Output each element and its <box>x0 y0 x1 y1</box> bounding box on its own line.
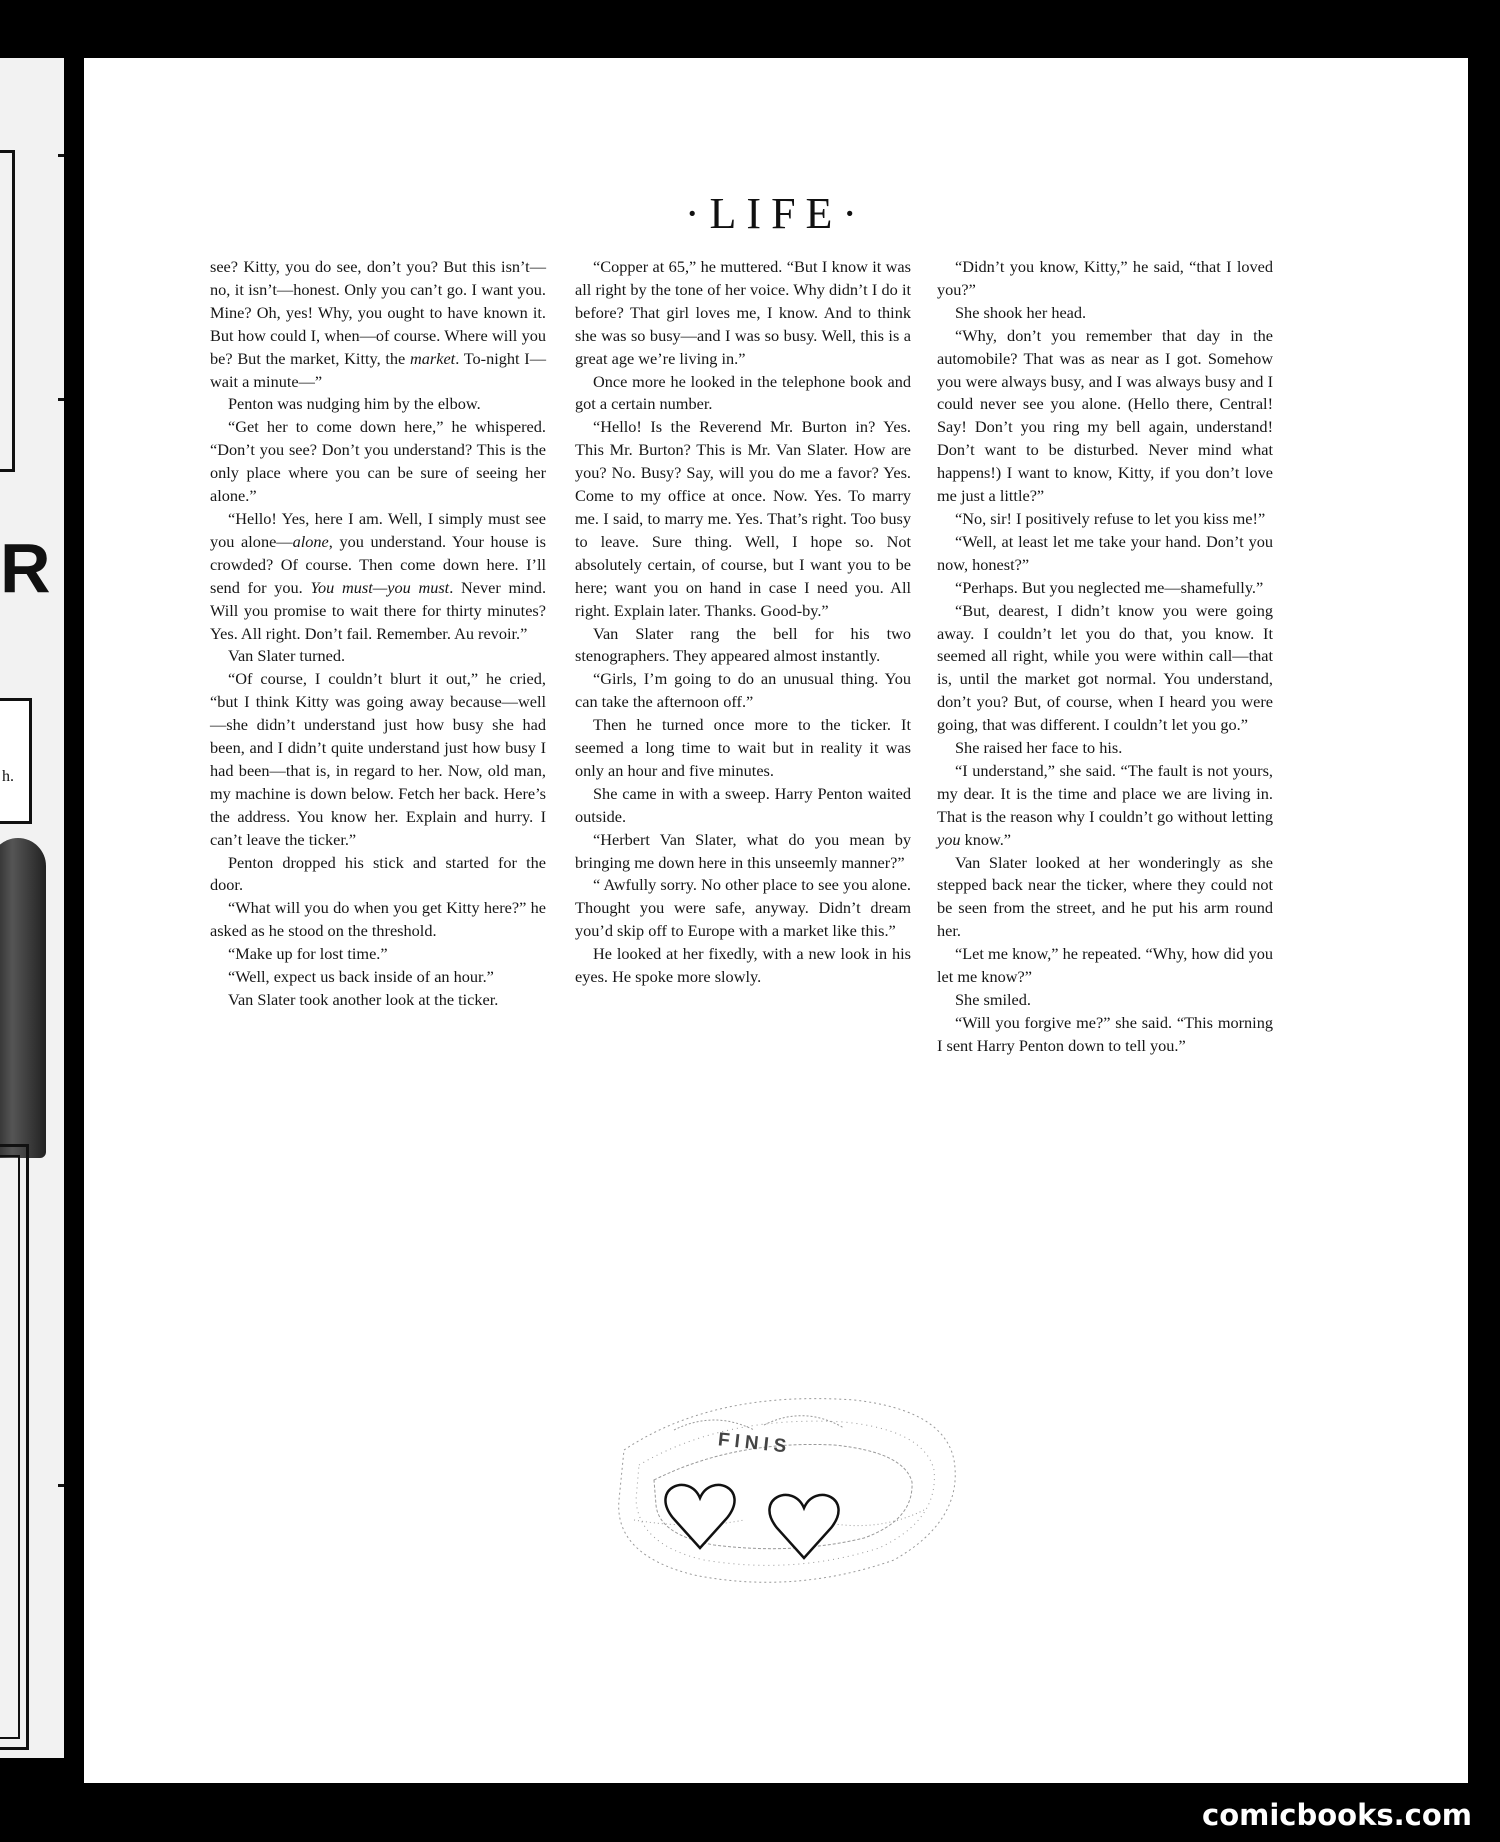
text-column-2 <box>575 256 911 989</box>
paragraph: “Will you forgive me?” she said. “This morning I sent Harry Penton down to tell you.” <box>937 1012 1273 1055</box>
paragraph: “ Awfully sorry. No other place to see you alone. Thought you were safe, anyway. Didn’t dream you’d skip off to Europe with a market like this.” <box>575 875 911 941</box>
bottle-illustration <box>0 838 46 1158</box>
paragraph: She raised her face to his. <box>955 738 1123 758</box>
left-page-tick <box>58 154 64 157</box>
paragraph: She came in with a sweep. Harry Penton waited outside. <box>575 783 911 826</box>
left-page-fragment: h. <box>2 768 14 785</box>
paragraph: “Of course, I couldn’t blurt it out,” he cried, “but I think Kitty was going away because—well—she didn’t understand just how busy she had been, and I didn’t quite understand just how busy I had been—that is, in regard to her. Now, old man, my machine is down below. Fetch her back. Here’s the address. You know her. Explain and hurry. I can’t leave the ticker.” <box>210 669 546 849</box>
text-column-1 <box>210 256 546 1012</box>
paragraph: “Hello! Is the Reverend Mr. Burton in? Yes. This Mr. Burton? This is Mr. Van Slater. How are you? No. Busy? Say, will you do me a favor? Yes. Come to my office at once. Now. Yes. To marry me. I said, to marry me. Yes. That’s right. Too busy to leave. Sure thing. Well, I hope so. Not absolutely certain, of course, but I want you to be here; want you on hand in case I need you. All right. Explain later. Thanks. Good-by.” <box>575 417 911 620</box>
paragraph: He looked at her fixedly, with a new look in his eyes. He spoke more slowly. <box>575 944 911 987</box>
paragraph: Penton dropped his stick and started for the door. <box>210 852 546 895</box>
finis-illustration <box>594 1370 984 1600</box>
paragraph: “What will you do when you get Kitty here?” he asked as he stood on the threshold. <box>210 898 546 941</box>
paragraph: Van Slater looked at her wonderingly as she stepped back near the ticker, where they could not be seen from the street, and he put his arm round her. <box>937 852 1273 941</box>
paragraph: “Let me know,” he repeated. “Why, how did you let me know?” <box>937 944 1273 987</box>
paragraph: Van Slater rang the bell for his two stenographers. They appeared almost instantly. <box>575 623 911 666</box>
paragraph: “Make up for lost time.” <box>228 944 388 964</box>
left-page-tick <box>58 1484 64 1487</box>
paragraph: Penton was nudging him by the elbow. <box>228 394 481 414</box>
paragraph: “Well, expect us back inside of an hour.” <box>228 967 494 987</box>
paragraph: Then he turned once more to the ticker. It seemed a long time to wait but in reality it was only an hour and five minutes. <box>575 715 911 780</box>
site-watermark: comicbooks.com <box>1202 1798 1472 1832</box>
paragraph: see? Kitty, you do see, don’t you? But this isn’t—no, it isn’t—honest. Only you can’t go. I want you. Mine? Oh, yes! Why, you ought to have known it. But how could I, when—of course. Where will you be? But the market, Kitty, the market. To-night I—wait a minute—” <box>210 257 546 391</box>
paragraph: “Well, at least let me take your hand. Don’t you now, honest?” <box>937 531 1273 574</box>
paragraph: She smiled. <box>955 990 1031 1009</box>
paragraph: “Herbert Van Slater, what do you mean by bringing me down here in this unseemly manner?” <box>575 829 911 872</box>
text-column-3 <box>937 256 1273 1058</box>
paragraph: “Get her to come down here,” he whispered. “Don’t you see? Don’t you understand? This is the only place where you can be sure of seeing her alone.” <box>210 417 546 506</box>
paragraph: “I understand,” she said. “The fault is not yours, my dear. It is the time and place we are living in. That is the reason why I couldn’t go without letting you know.” <box>937 760 1273 849</box>
page-header: ·LIFE· <box>684 189 868 238</box>
left-page-letter: R <box>0 529 49 607</box>
paragraph: Van Slater turned. <box>228 646 346 666</box>
paragraph: She shook her head. <box>955 302 1087 322</box>
left-page-edge <box>0 58 64 1758</box>
paragraph: Van Slater took another look at the ticker. <box>228 990 499 1009</box>
magazine-page <box>84 58 1468 1783</box>
finis-label: FINIS <box>716 1429 793 1458</box>
paragraph: “Perhaps. But you neglected me—shamefully.” <box>955 577 1264 597</box>
left-page-frame-bottom <box>0 1144 29 1750</box>
paragraph: “No, sir! I positively refuse to let you kiss me!” <box>955 508 1266 528</box>
heart-left-icon <box>665 1485 734 1548</box>
paragraph: “Copper at 65,” he muttered. “But I know it was all right by the tone of her voice. Why didn’t I do it before? That girl loves me, I know. And to think she was so busy—and I was so busy. Well, this is a great age we’re living in.” <box>575 257 911 368</box>
paragraph: Once more he looked in the telephone book and got a certain number. <box>575 371 911 414</box>
paragraph: “Girls, I’m going to do an unusual thing. You can take the afternoon off.” <box>575 669 911 712</box>
paragraph: “Why, don’t you remember that day in the automobile? That was as near as I got. Somehow you were always busy, and I was always busy and I could never see you alone. (Hello there, Central! Say! Don’t you ring my bell again, understand! Don’t want to be disturbed. Never mind what happens!) I want to know, Kitty, if you don’t love me just a little?” <box>937 325 1273 506</box>
paragraph: “Hello! Yes, here I am. Well, I simply must see you alone—alone, you understand. Your house is crowded? Of course. Then come down here. I’ll send for you. You must—you must. Never mind. Will you promise to wait there for thirty minutes? Yes. All right. Don’t fail. Remember. Au revoir.” <box>210 508 547 643</box>
left-page-box <box>0 698 32 824</box>
paragraph: “Didn’t you know, Kitty,” he said, “that I loved you?” <box>937 257 1273 299</box>
left-page-tick <box>58 398 64 401</box>
left-page-frame <box>0 150 15 472</box>
paragraph: “But, dearest, I didn’t know you were going away. I couldn’t let you do that, you know. It seemed all right, while you were within call—that is, until the market got normal. You understand, don’t you? But, of course, when I heard you were going, that was different. I couldn’t let you go.” <box>937 600 1273 735</box>
